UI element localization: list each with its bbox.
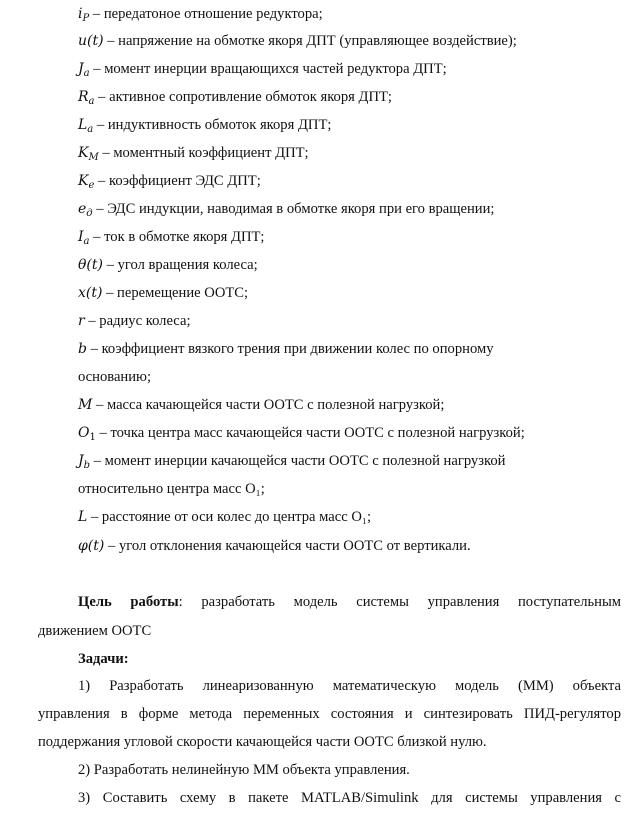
definition-line [78, 87, 392, 112]
definition-text: – угол отклонения качающейся части ООТС от вертикали. [104, 538, 471, 554]
math-symbol: M [78, 397, 93, 413]
math-symbol: r [78, 313, 85, 329]
math-symbol: x(t) [78, 285, 103, 301]
math-symbol: J [78, 453, 84, 469]
definition-line [78, 227, 264, 252]
math-subscript: д [86, 208, 93, 219]
definition-line [78, 283, 248, 303]
definition-line [78, 31, 517, 51]
math-symbol: b [78, 341, 87, 357]
definition-line [78, 171, 261, 196]
math-symbol: R [78, 89, 89, 105]
definition-line [78, 199, 494, 224]
tasks-heading: Задачи: [78, 651, 129, 667]
math-symbol: O [78, 425, 90, 441]
math-subscript: a [87, 124, 94, 135]
math-symbol: I [78, 229, 84, 245]
definition-text: – ЭДС индукции, наводимая в обмотке якоря при его вращении; [92, 201, 495, 217]
definition-continuation [78, 367, 151, 387]
definition-text: – масса качающейся части ООТС с полезной нагрузкой; [92, 397, 445, 413]
definition-text: относительно центра масс O₁; [78, 481, 265, 497]
math-symbol: u(t) [78, 33, 104, 49]
definition-line [78, 115, 331, 140]
math-symbol: J [78, 61, 84, 77]
definition-line [78, 339, 494, 359]
task-2: 2) Разработать нелинейную ММ объекта управления. [78, 762, 410, 778]
definition-text: – напряжение на обмотке якоря ДПТ (управляющее воздействие); [103, 33, 517, 49]
definition-text: – коэффициент ЭДС ДПТ; [94, 173, 261, 189]
math-symbol: K [78, 173, 89, 189]
definition-text: – перемещение ООТС; [102, 285, 249, 301]
definition-line [78, 451, 505, 476]
definition-line [78, 255, 258, 275]
task-1-line-2: управления в форме метода переменных состояния и синтезировать ПИД-регулятор [38, 706, 621, 722]
math-subscript: e [88, 180, 95, 191]
goal-label: Цель работы [78, 594, 179, 610]
definition-text: – угол вращения колеса; [102, 257, 258, 273]
definition-line [78, 507, 371, 527]
math-subscript: b [83, 460, 91, 471]
math-subscript: a [83, 236, 90, 247]
math-symbol: L [78, 117, 88, 133]
definition-text: – радиус колеса; [84, 313, 191, 329]
math-symbol: L [78, 509, 88, 525]
definition-text: – ток в обмотке якоря ДПТ; [89, 229, 265, 245]
goal-paragraph [78, 592, 621, 612]
math-symbol: e [78, 201, 87, 217]
definition-text: – индуктивность обмоток якоря ДПТ; [93, 117, 332, 133]
definition-line [78, 143, 309, 168]
definition-text: – расстояние от оси колес до центра масс O₁; [87, 509, 372, 525]
math-subscript: a [83, 68, 90, 79]
definition-line [78, 423, 525, 448]
math-symbol: i [78, 6, 83, 22]
math-subscript: 1 [89, 432, 96, 443]
task-3-line-1: 3) Составить схему в пакете MATLAB/Simulink для системы управления с [78, 790, 621, 806]
goal-text: : разработать модель системы управления поступательным [178, 594, 621, 610]
definition-line [78, 395, 444, 415]
definition-text: – коэффициент вязкого трения при движении колес по опорному [86, 341, 494, 357]
definition-text: основанию; [78, 369, 151, 385]
math-symbol: θ(t) [78, 257, 103, 273]
definition-text: – активное сопротивление обмоток якоря ДПТ; [94, 89, 392, 105]
task-1-line-1: 1) Разработать линеаризованную математическую модель (ММ) объекта [78, 678, 621, 694]
task-1-line-3: поддержания угловой скорости качающейся части ООТС близкой нулю. [38, 734, 487, 750]
math-subscript: P [82, 13, 90, 24]
definition-line [78, 4, 323, 29]
definition-line [78, 311, 191, 331]
definition-text: – момент инерции качающейся части ООТС с полезной нагрузкой [90, 453, 506, 469]
math-subscript: a [88, 96, 95, 107]
math-subscript: M [88, 152, 99, 163]
definition-text: – моментный коэффициент ДПТ; [98, 145, 309, 161]
math-symbol: K [78, 145, 89, 161]
math-symbol: φ(t) [78, 538, 105, 554]
definition-text: – точка центра масс качающейся части ООТС с полезной нагрузкой; [95, 425, 525, 441]
definition-line [78, 536, 471, 556]
definition-text: – передатоное отношение редуктора; [89, 6, 323, 22]
goal-continuation: движением ООТС [38, 623, 152, 639]
definition-line [78, 59, 447, 84]
definition-continuation [78, 479, 265, 499]
definition-text: – момент инерции вращающихся частей редуктора ДПТ; [89, 61, 447, 77]
